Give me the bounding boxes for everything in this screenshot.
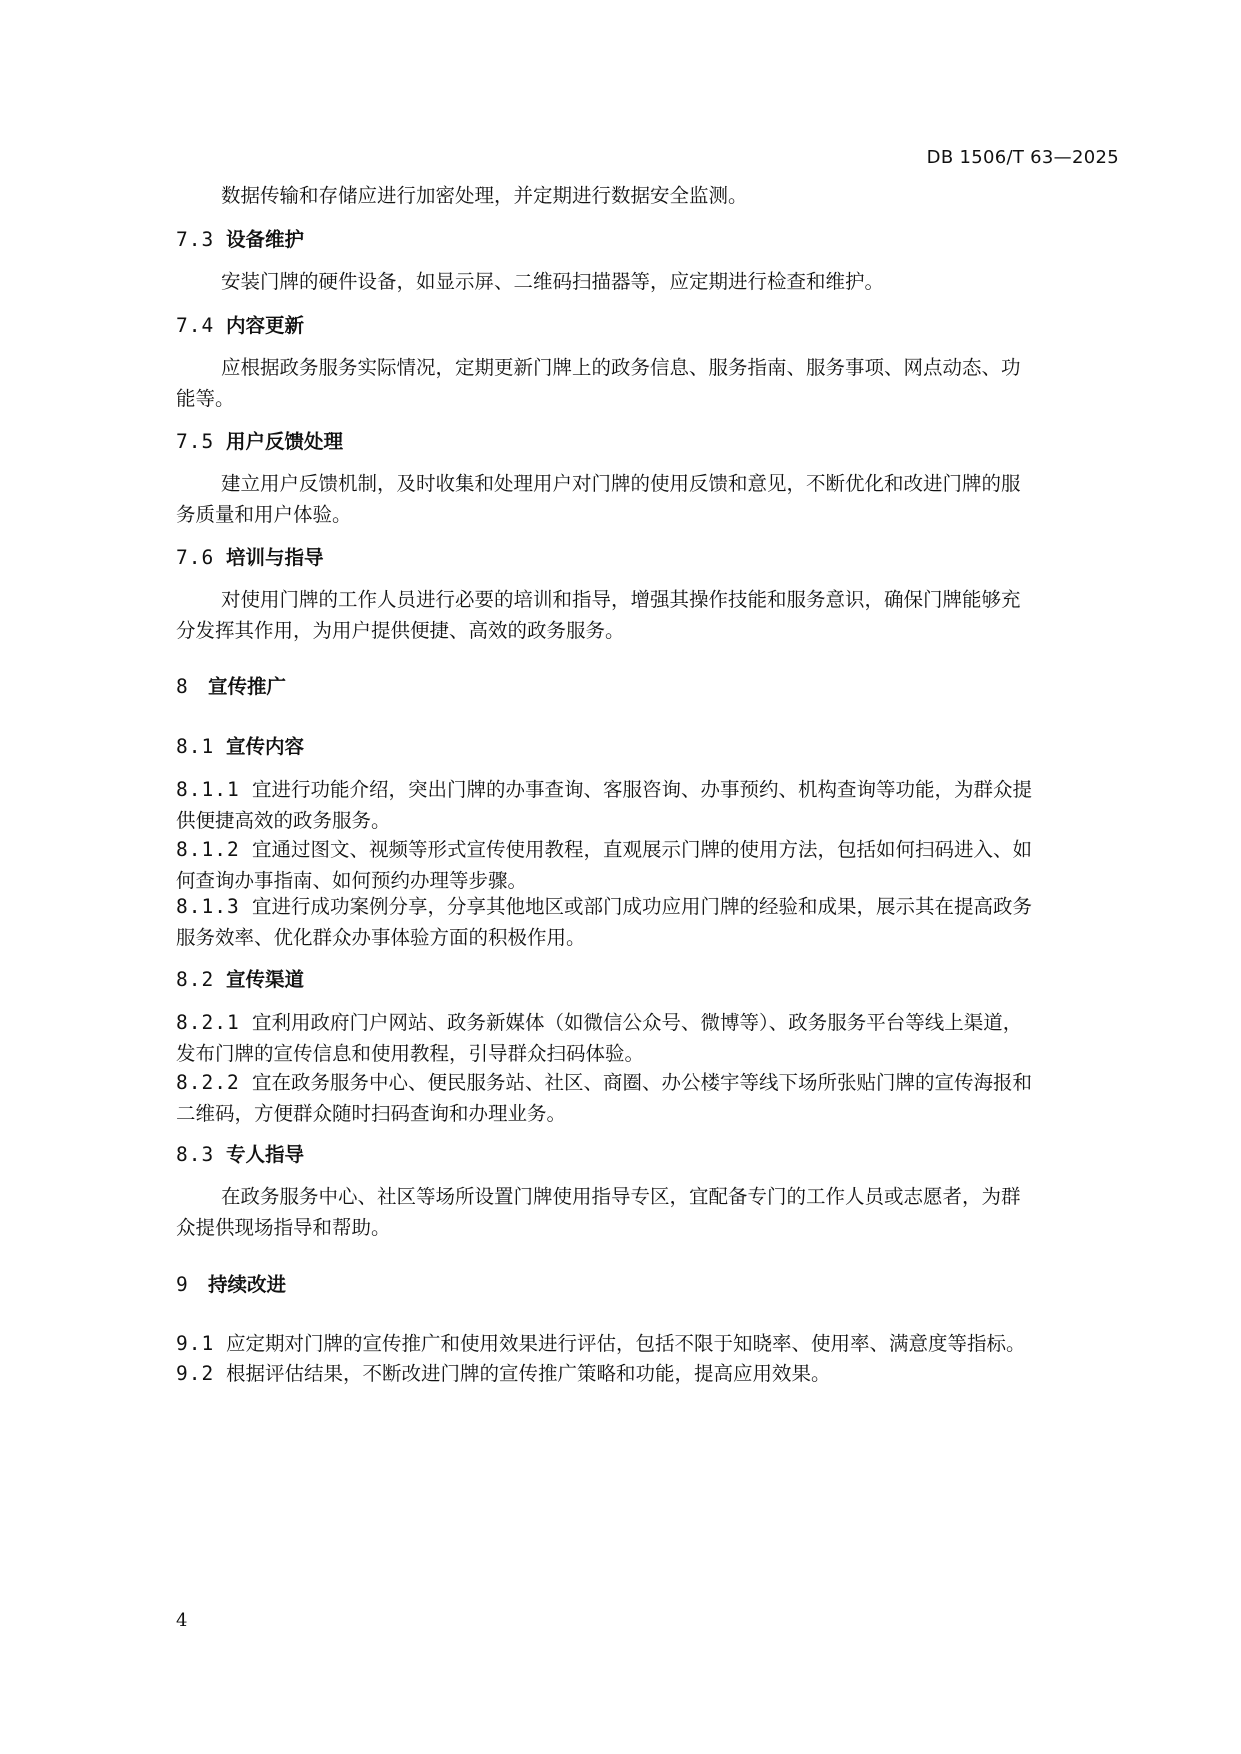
clause-number: 8.1.1: [176, 778, 240, 801]
heading-8: [176, 670, 286, 703]
clause-text: 应定期对门牌的宣传推广和使用效果进行评估，包括不限于知晓率、使用率、满意度等指标。: [226, 1332, 1026, 1355]
heading-title: 专人指导: [226, 1143, 305, 1166]
heading-number: 8: [176, 675, 189, 698]
clause-8-1-2-line-1: [176, 833, 1032, 866]
clause-text: 宜在政务服务中心、便民服务站、社区、商圈、办公楼宇等线下场所张贴门牌的宣传海报和: [252, 1071, 1033, 1094]
clause-8-1-1-line-1: [176, 773, 1032, 806]
heading-title: 用户反馈处理: [226, 430, 344, 453]
paragraph-7-3: 安装门牌的硬件设备，如显示屏、二维码扫描器等，应定期进行检查和维护。: [221, 270, 885, 293]
paragraph-7-5-line-1: 建立用户反馈机制，及时收集和处理用户对门牌的使用反馈和意见，不断优化和改进门牌的服: [221, 472, 1021, 495]
clause-8-2-2-line-2: 二维码，方便群众随时扫码查询和办理业务。: [176, 1102, 567, 1125]
clause-8-1-1-line-2: 供便捷高效的政务服务。: [176, 809, 391, 832]
paragraph-7-2-continued: 数据传输和存储应进行加密处理，并定期进行数据安全监测。: [221, 184, 748, 207]
paragraph-7-6-line-1: 对使用门牌的工作人员进行必要的培训和指导，增强其操作技能和服务意识，确保门牌能够充: [221, 588, 1021, 611]
heading-title: 持续改进: [208, 1273, 287, 1296]
clause-text: 宜进行成功案例分享，分享其他地区或部门成功应用门牌的经验和成果，展示其在提高政务: [252, 895, 1033, 918]
clause-8-1-3-line-1: [176, 890, 1032, 923]
clause-8-2-1-line-1: [176, 1006, 1022, 1039]
clause-text: 宜利用政府门户网站、政务新媒体（如微信公众号、微博等）、政务服务平台等线上渠道，: [252, 1011, 1023, 1034]
heading-title: 宣传推广: [208, 675, 287, 698]
heading-number: 7.4: [176, 314, 215, 337]
clause-text: 根据评估结果，不断改进门牌的宣传推广策略和功能，提高应用效果。: [226, 1362, 831, 1385]
heading-7-6: [176, 541, 324, 574]
page-number: 4: [176, 1610, 188, 1631]
clause-number: 9.1: [176, 1332, 215, 1355]
clause-number: 9.2: [176, 1362, 215, 1385]
heading-title: 宣传内容: [226, 735, 305, 758]
heading-number: 7.3: [176, 228, 215, 251]
heading-9: [176, 1268, 286, 1301]
clause-number: 8.1.3: [176, 895, 240, 918]
clause-9-2: [176, 1357, 831, 1390]
document-code: DB 1506/T 63—2025: [926, 147, 1119, 168]
clause-8-2-2-line-1: [176, 1066, 1032, 1099]
heading-7-3: [176, 223, 304, 256]
heading-title: 培训与指导: [226, 546, 324, 569]
paragraph-7-4-line-1: 应根据政务服务实际情况，定期更新门牌上的政务信息、服务指南、服务事项、网点动态、功: [221, 356, 1021, 379]
paragraph-7-6-line-2: 分发挥其作用，为用户提供便捷、高效的政务服务。: [176, 619, 625, 642]
clause-9-1: [176, 1327, 1026, 1360]
heading-title: 内容更新: [226, 314, 305, 337]
heading-7-4: [176, 309, 304, 342]
heading-number: 8.1: [176, 735, 215, 758]
heading-number: 7.5: [176, 430, 215, 453]
clause-8-1-3-line-2: 服务效率、优化群众办事体验方面的积极作用。: [176, 926, 586, 949]
heading-8-2: [176, 963, 304, 996]
heading-number: 8.3: [176, 1143, 215, 1166]
paragraph-8-3-line-2: 众提供现场指导和帮助。: [176, 1216, 391, 1239]
clause-number: 8.2.2: [176, 1071, 240, 1094]
paragraph-7-4-line-2: 能等。: [176, 387, 235, 410]
clause-text: 宜通过图文、视频等形式宣传使用教程，直观展示门牌的使用方法，包括如何扫码进入、如: [252, 838, 1033, 861]
clause-8-1-2-line-2: 何查询办事指南、如何预约办理等步骤。: [176, 869, 528, 892]
clause-text: 宜进行功能介绍，突出门牌的办事查询、客服咨询、办事预约、机构查询等功能，为群众提: [252, 778, 1033, 801]
heading-number: 8.2: [176, 968, 215, 991]
heading-title: 设备维护: [226, 228, 305, 251]
clause-number: 8.1.2: [176, 838, 240, 861]
clause-number: 8.2.1: [176, 1011, 240, 1034]
heading-7-5: [176, 425, 343, 458]
paragraph-8-3-line-1: 在政务服务中心、社区等场所设置门牌使用指导专区，宜配备专门的工作人员或志愿者，为群: [221, 1185, 1021, 1208]
clause-8-2-1-line-2: 发布门牌的宣传信息和使用教程，引导群众扫码体验。: [176, 1042, 645, 1065]
heading-title: 宣传渠道: [226, 968, 305, 991]
heading-8-1: [176, 730, 304, 763]
heading-8-3: [176, 1138, 304, 1171]
heading-number: 9: [176, 1273, 189, 1296]
heading-number: 7.6: [176, 546, 215, 569]
paragraph-7-5-line-2: 务质量和用户体验。: [176, 503, 352, 526]
